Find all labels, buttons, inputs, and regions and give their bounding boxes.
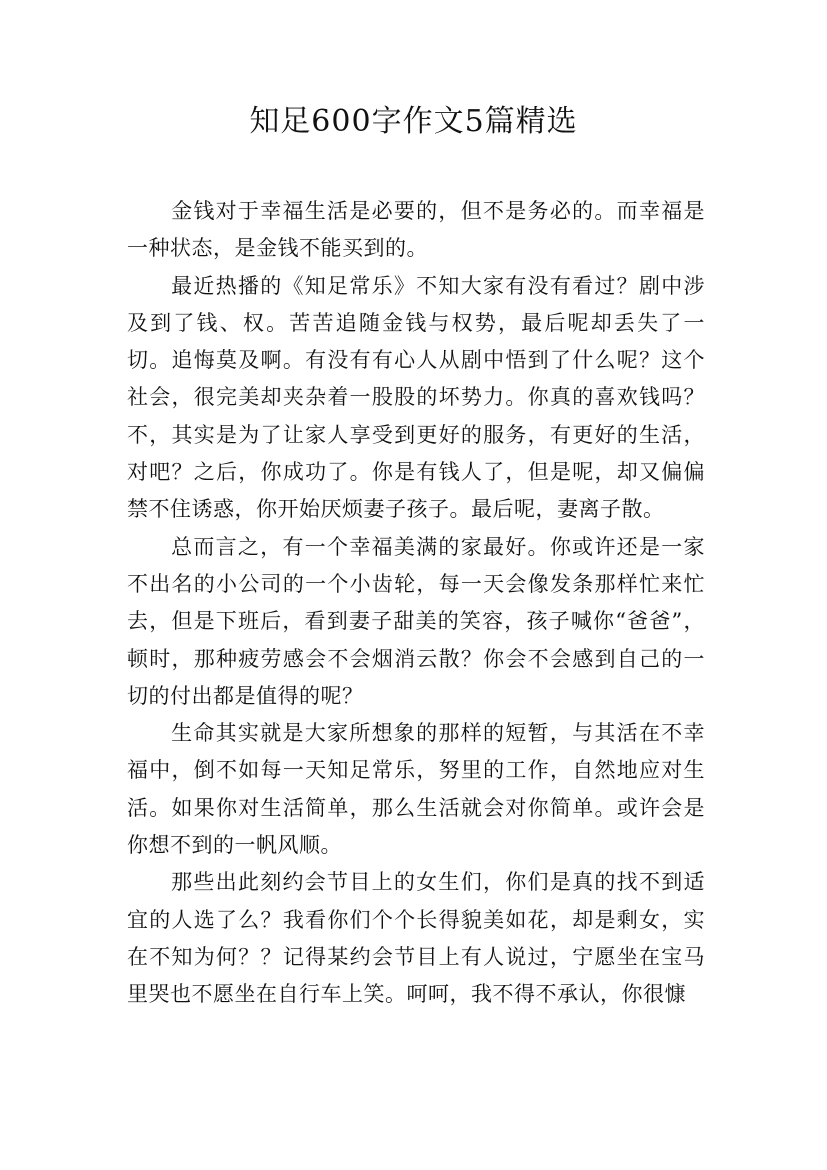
paragraph-1: 金钱对于幸福生活是必要的，但不是务必的。而幸福是一种状态，是金钱不能买到的。 <box>127 199 705 261</box>
document-body <box>127 193 705 1014</box>
document-title: 知足600字作文5篇精选 <box>249 104 578 139</box>
paragraph-4: 生命其实就是大家所想象的那样的短暂，与其活在不幸福中，倒不如每一天知足常乐，努里的工作，自然地应对生活。如果你对生活简单，那么生活就会对你简单。或许会是你想不到的一帆风顺。 <box>127 721 705 858</box>
paragraph-2: 最近热播的《知足常乐》不知大家有没有看过？剧中涉及到了钱、权。苦苦追随金钱与权势，最后呢却丢失了一切。追悔莫及啊。有没有有心人从剧中悟到了什么呢？这个社会，很完美却夹杂着一股股的坏势力。你真的喜欢钱吗？不，其实是为了让家人享受到更好的服务，有更好的生活，对吧？之后，你成功了。你是有钱人了，但是呢，却又偏偏禁不住诱惑，你开始厌烦妻子孩子。最后呢，妻离子散。 <box>127 273 705 522</box>
paragraph-5: 那些出此刻约会节目上的女生们，你们是真的找不到适宜的人选了么？我看你们个个长得貌美如花，却是剩女，实在不知为何？？记得某约会节目上有人说过，宁愿坐在宝马里哭也不愿坐在自行车上笑。呵呵，我不得不承认，你很慷 <box>127 870 705 1007</box>
paragraph-3: 总而言之，有一个幸福美满的家最好。你或许还是一家不出名的小公司的一个小齿轮，每一天会像发条那样忙来忙去，但是下班后，看到妻子甜美的笑容，孩子喊你“爸爸”，顿时，那种疲劳感会不会烟消云散？你会不会感到自己的一切的付出都是值得的呢？ <box>127 534 705 708</box>
